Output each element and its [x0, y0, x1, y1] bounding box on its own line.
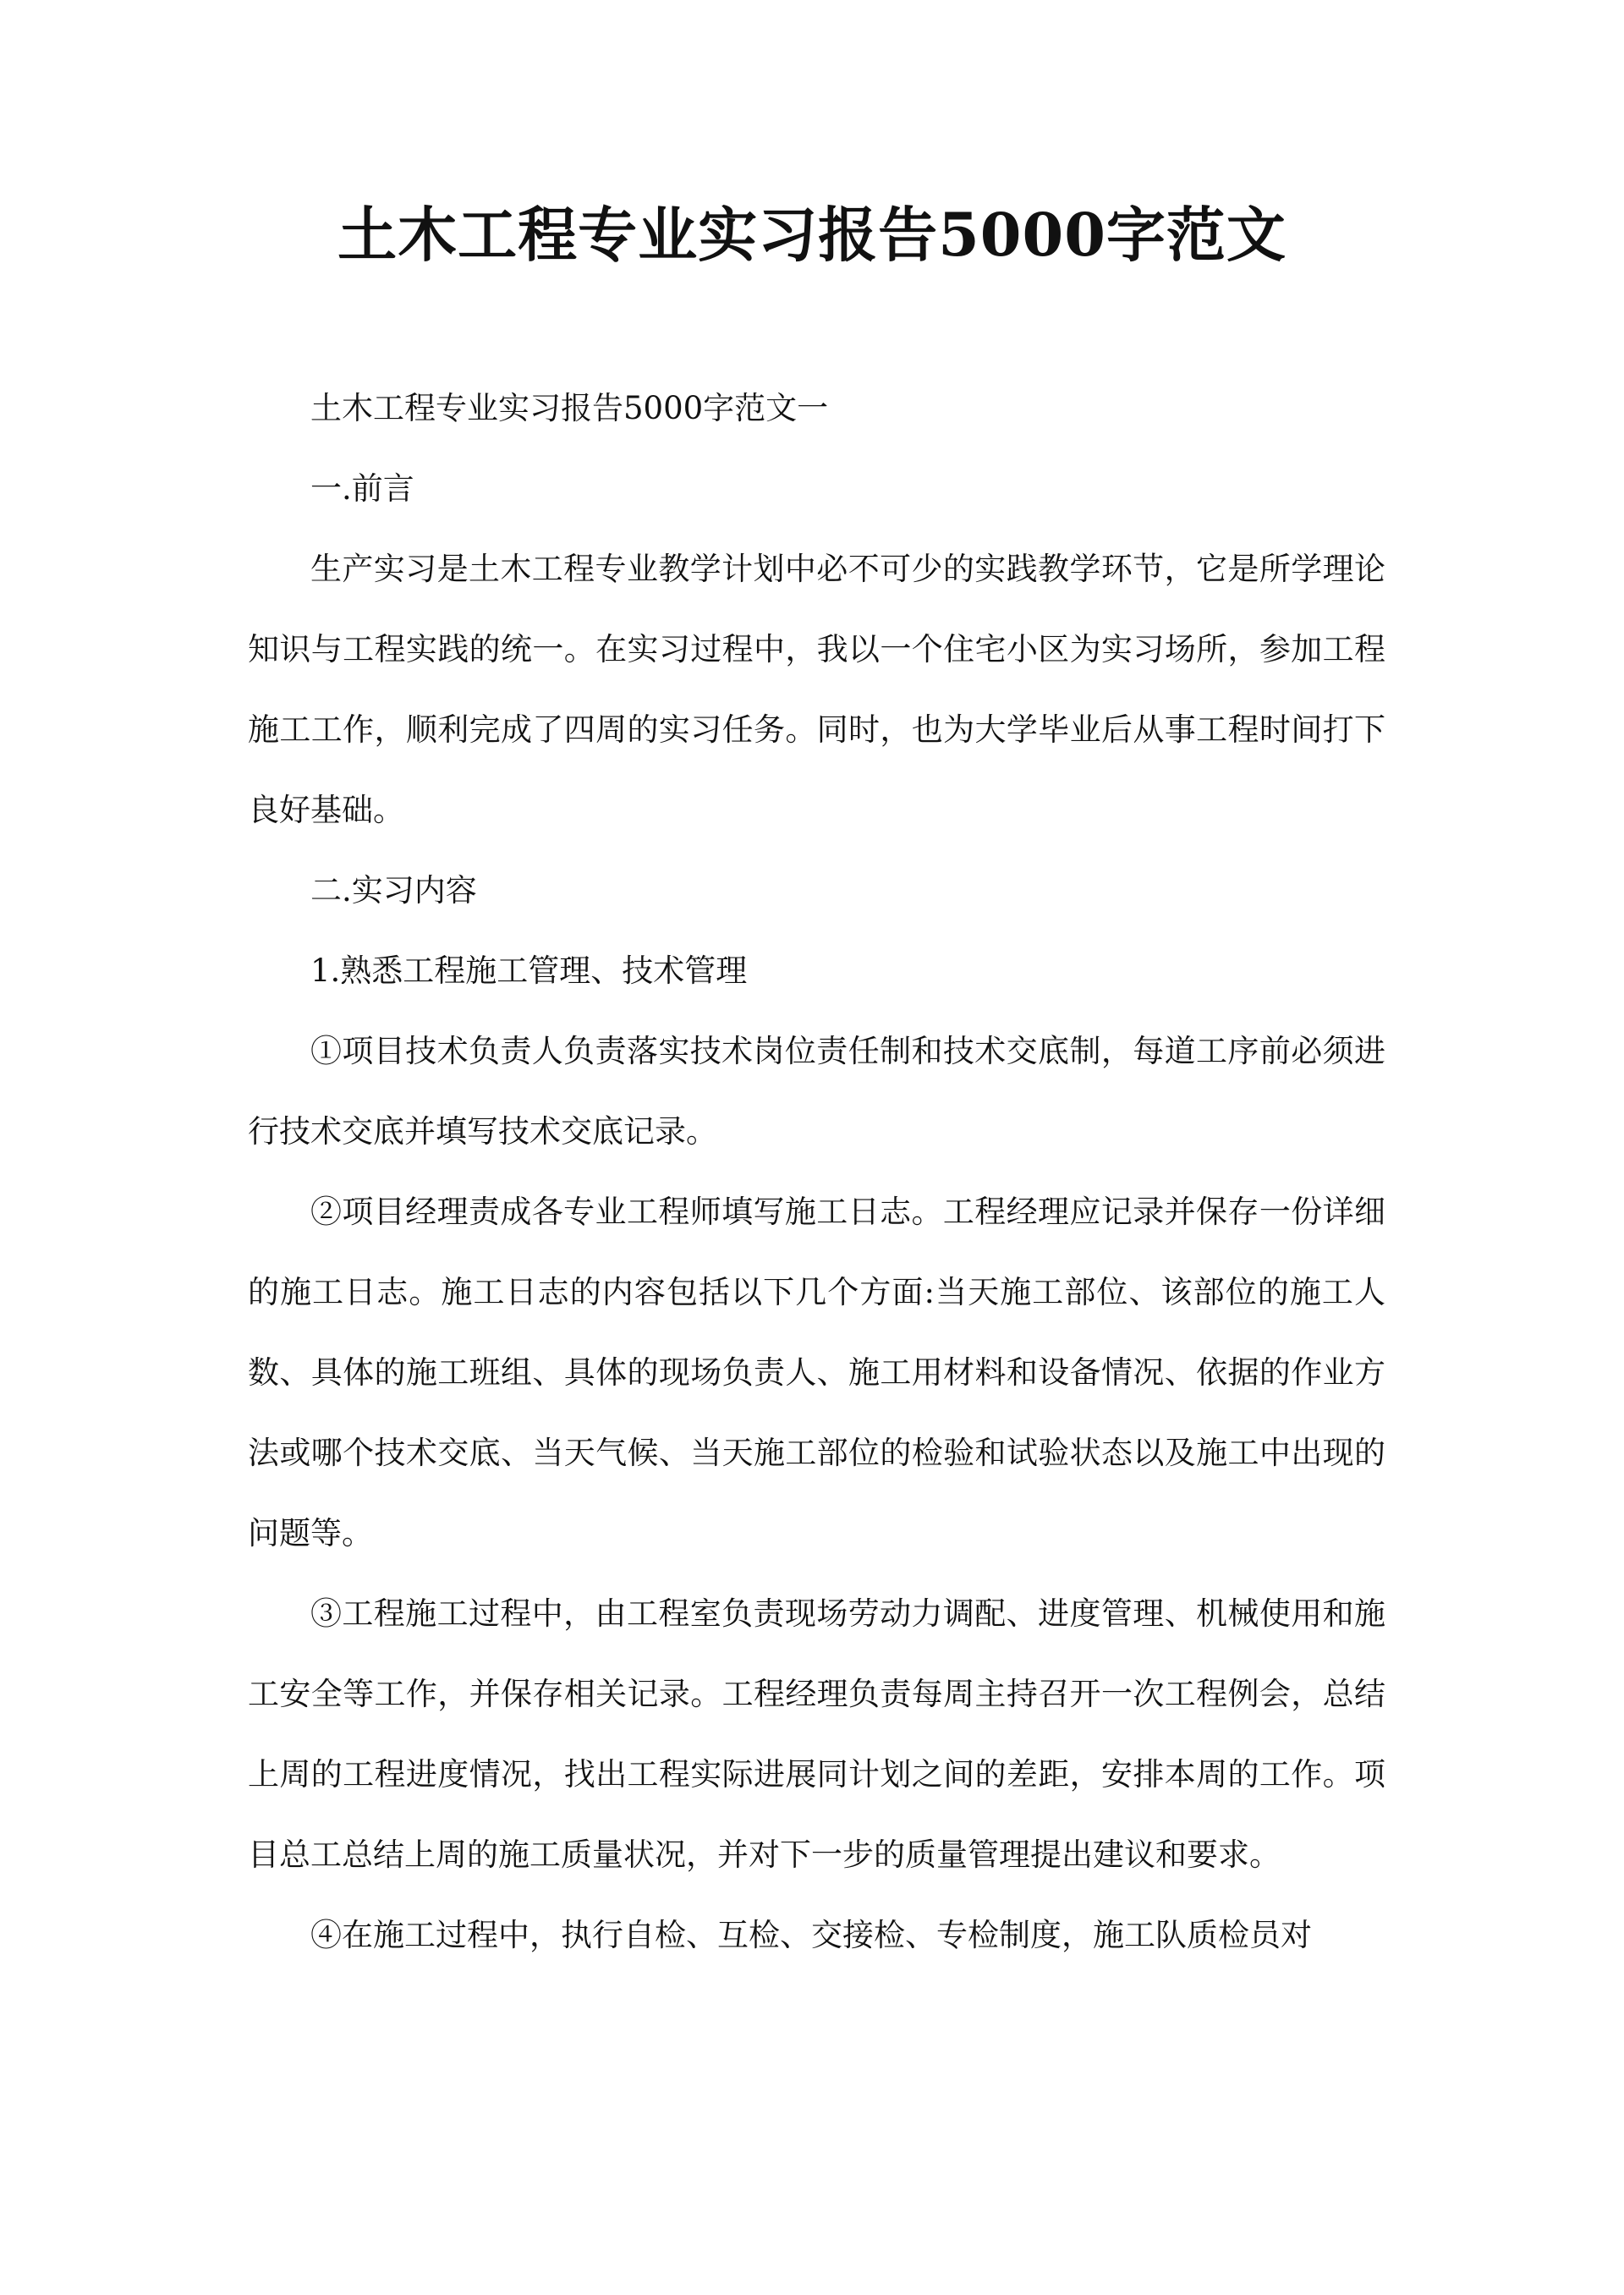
section-heading-content: 二.实习内容 [310, 872, 477, 909]
paragraph-preface: 生产实习是土木工程专业教学计划中必不可少的实践教学环节，它是所学理论知识与工程实践的统一。在实习过程中，我以一个住宅小区为实习场所，参加工程施工工作，顺利完成了四周的实习任务。同时，也为大学毕业后从事工程时间打下良好基础。 [248, 551, 1385, 828]
paragraph-item-4: ④在施工过程中，执行自检、互检、交接检、专检制度，施工队质检员对 [310, 1917, 1312, 1953]
document-body [248, 368, 1385, 1975]
subsection-heading-management: 1.熟悉工程施工管理、技术管理 [310, 953, 748, 989]
paragraph-item-2: ②项目经理责成各专业工程师填写施工日志。工程经理应记录并保存一份详细的施工日志。施工日志的内容包括以下几个方面:当天施工部位、该部位的施工人数、具体的施工班组、具体的现场负责人、施工用材料和设备情况、依据的作业方法或哪个技术交底、当天气候、当天施工部位的检验和试验状态以及施工中出现的问题等。 [248, 1194, 1385, 1551]
paragraph-item-1: ①项目技术负责人负责落实技术岗位责任制和技术交底制，每道工序前必须进行技术交底并填写技术交底记录。 [248, 1033, 1385, 1150]
subtitle-paragraph: 土木工程专业实习报告5000字范文一 [310, 390, 829, 426]
section-heading-preface: 一.前言 [310, 470, 414, 507]
paragraph-item-3: ③工程施工过程中，由工程室负责现场劳动力调配、进度管理、机械使用和施工安全等工作，并保存相关记录。工程经理负责每周主持召开一次工程例会，总结上周的工程进度情况，找出工程实际进展同计划之间的差距，安排本周的工作。项目总工总结上周的施工质量状况，并对下一步的质量管理提出建议和要求。 [248, 1595, 1385, 1873]
document-title: 土木工程专业实习报告5000字范文 [337, 200, 1287, 270]
